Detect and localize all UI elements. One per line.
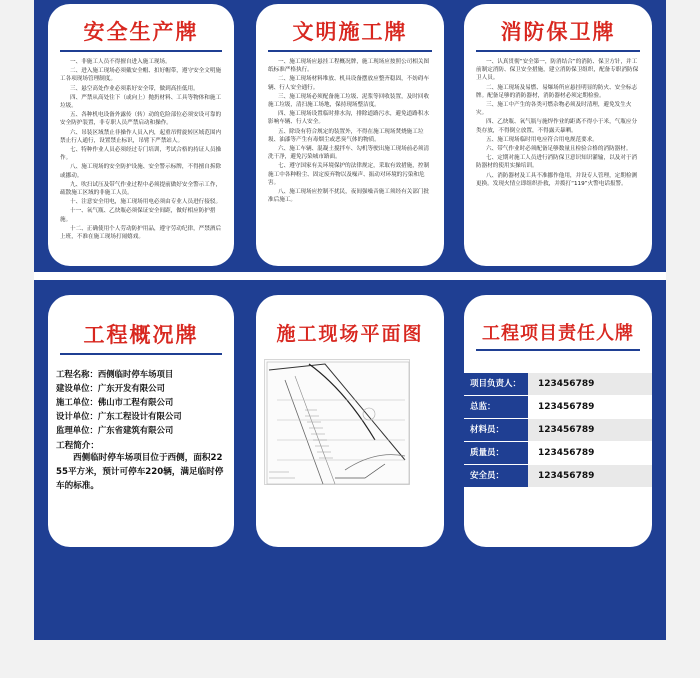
phone-value: 123456789 — [538, 471, 595, 481]
info-value: 广东开发有限公司 — [97, 383, 165, 393]
rule-item: 二、进入施工现场必须戴安全帽、扣好帽带，遵守安全文明施工各项现场管理制度。 — [60, 68, 222, 83]
title-divider — [268, 50, 432, 52]
info-row — [48, 409, 234, 423]
fire-board-title: 消防保卫牌 — [500, 20, 616, 44]
phone-value: 123456789 — [538, 402, 595, 412]
safety-board — [48, 4, 234, 266]
rule-item: 一、认真贯彻“安全第一，防消结合”的消防、保卫方针，并工前制定消防、保卫安全措施，建立消防保卫组织，配备专职消防保卫人员。 — [476, 59, 639, 82]
rule-item: 四、乙炔瓶、氧气瓶与施焊作业的距离不得小于米，气瓶应分类存放，不得倒立放置，不得露天暴晒。 — [476, 119, 638, 134]
info-value: 佛山市工程有限公司 — [97, 397, 174, 407]
overview-board — [48, 295, 234, 547]
divider-band — [34, 272, 666, 280]
responsible-table — [464, 373, 652, 487]
rule-item: 四、严禁从高处往下（或向上）抛扔材料、工具等物体和施工垃圾。 — [60, 94, 222, 110]
rule-item: 四、施工现场设置临时排水沟，排除道路污水，避免道路积水影响车辆、行人安全。 — [268, 111, 430, 126]
fire-board — [464, 4, 652, 266]
safety-rules — [48, 58, 234, 241]
rule-item: 六、带气作业时必须配备足够数量且检验合格的消防器材。 — [486, 146, 632, 153]
rule-item: 八、消防器材及工具不准挪作他用，并设专人管理，定期检测更换。发现火情立即组织扑救，并拨打“119”火警电话报警。 — [476, 172, 638, 187]
title-divider — [476, 349, 640, 351]
rule-item: 十一、氧气瓶、乙炔瓶必须保证安全间距，做好相应防护措施。 — [60, 208, 216, 223]
info-label: 设计单位： — [56, 411, 98, 421]
phone-value: 123456789 — [538, 448, 595, 458]
rule-item: 三、施工现场必须配备施工垃圾、泥浆等回收装置，及时回收施工垃圾，清扫施工场地，保持现场整洁度。 — [268, 93, 430, 109]
fire-rules — [464, 58, 652, 188]
civil-rules — [256, 58, 444, 204]
overview-board-title: 工程概况牌 — [83, 323, 199, 347]
info-row — [48, 395, 234, 409]
rule-item: 七、特种作业人员必须经过专门培训，考试合格的持证人员操作。 — [60, 147, 222, 162]
info-value: 西侧临时停车场项目 — [97, 369, 174, 379]
role-label: 安全员： — [464, 465, 528, 487]
info-label: 工程名称： — [56, 369, 98, 379]
intro-text: 西侧临时停车场项目位于西侧，面积2255平方米，预计可停车220辆，满足临时停车的标准。 — [56, 453, 224, 491]
site-plan-title: 施工现场平面图 — [276, 323, 424, 345]
responsible-board-title: 工程项目责任人牌 — [482, 323, 634, 344]
table-row — [464, 373, 652, 395]
civil-board — [256, 4, 444, 266]
intro-label: 工程简介： — [56, 441, 99, 451]
info-row — [48, 381, 234, 395]
info-label: 建设单位： — [56, 383, 98, 393]
info-value: 广东工程设计有限公司 — [97, 411, 182, 421]
responsible-board — [464, 295, 652, 547]
rule-item: 二、施工现场材料堆放、机具设备摆放应整齐稳固，不妨碍车辆、行人安全通行。 — [268, 76, 430, 91]
rule-item: 十、注意安全用电，施工现场用电必须由专业人员进行接驳。 — [70, 199, 222, 206]
title-divider — [476, 50, 640, 52]
info-row — [48, 423, 234, 437]
rule-item: 五、除设有符合规定的装置外，不得在施工现场焚烧施工垃圾、油漆等产生有毒烟尘或恶臭气体的物质。 — [268, 128, 424, 143]
table-row — [464, 396, 652, 418]
rule-item: 七、遵守国家有关环境保护的法律规定，采取有效措施，控制施工中各种粉尘、固定废弃物以及噪声、振动对环境的污染和危害。 — [268, 163, 430, 186]
title-divider — [60, 353, 222, 355]
title-divider — [60, 50, 222, 52]
rule-item: 五、施工现场临时用电应符合用电规范要求。 — [486, 136, 598, 143]
role-label: 材料员： — [464, 419, 528, 441]
table-row — [464, 442, 652, 464]
rule-item: 五、各种机电设备外露传（转）动的危险部位必须安设可靠的安全防护装置，非专职人员严禁启动和操作。 — [60, 112, 222, 127]
role-label: 质量员： — [464, 442, 528, 464]
rule-item: 八、施工现场应控制不扰民，夜间强噪音施工须经有关部门批准后施工。 — [268, 189, 430, 204]
rule-item: 六、吊装区域禁止非操作人员入内，起重吊臂旋转区域范围内禁止行人通行，设置禁止标识，吊臂下严禁站人。 — [60, 129, 222, 144]
phone-value: 123456789 — [538, 425, 595, 435]
rule-item: 六、施工车辆、混凝土搅拌车、勾机等驶出施工现场前必须清洗干净，避免污染城市路面。 — [268, 146, 430, 161]
site-plan-board — [256, 295, 444, 547]
civil-board-title: 文明施工牌 — [292, 20, 408, 44]
table-row — [464, 465, 652, 487]
phone-value: 123456789 — [538, 379, 595, 389]
rule-item: 十二、正确使用个人劳动防护用品，遵守劳动纪律，严禁酒后上班，不准在施工现场打闹嬉戏。 — [60, 225, 222, 241]
rule-item: 七、定期对施工人员进行消防保卫意识知识灌输，以及对于消防器材的使用实操培训。 — [476, 155, 638, 170]
rule-item: 一、施工现场应悬挂工程概况牌，施工现场应按照公司相关图纸标准严格执行。 — [268, 59, 430, 74]
rule-item: 二、施工现场及易燃、易爆场所应悬挂明显的防火、安全标志牌。配备足够的消防器材，消防器材必须定期检验。 — [476, 84, 638, 99]
role-label: 总监： — [464, 396, 528, 418]
site-plan-svg — [265, 360, 411, 486]
rule-item: 三、施工中产生的各类可燃杂物必须及时清理，避免发生火灾。 — [476, 102, 632, 117]
rule-item: 一、非施工人员不得擅自进入施工现场。 — [70, 59, 171, 65]
rule-item: 八、施工现场的安全防护设施、安全警示标牌，不得擅自拆除或挪动。 — [60, 164, 222, 179]
table-row — [464, 419, 652, 441]
signboard-sheet — [34, 0, 666, 640]
info-label: 监理单位： — [56, 425, 98, 435]
info-row — [48, 367, 234, 381]
info-label: 施工单位： — [56, 397, 98, 407]
site-plan-drawing — [264, 359, 410, 485]
safety-board-title: 安全生产牌 — [83, 20, 199, 44]
role-label: 项目负责人： — [464, 373, 528, 395]
rule-item: 九、吹扫试压及带气作业过程中必须提前做好安全警示工作，疏散施工区域的非施工人员。 — [60, 181, 222, 197]
rule-item: 三、悬空高处作业必须系好安全带，做到高挂低用。 — [70, 85, 199, 92]
info-value: 广东省建筑有限公司 — [97, 425, 174, 435]
